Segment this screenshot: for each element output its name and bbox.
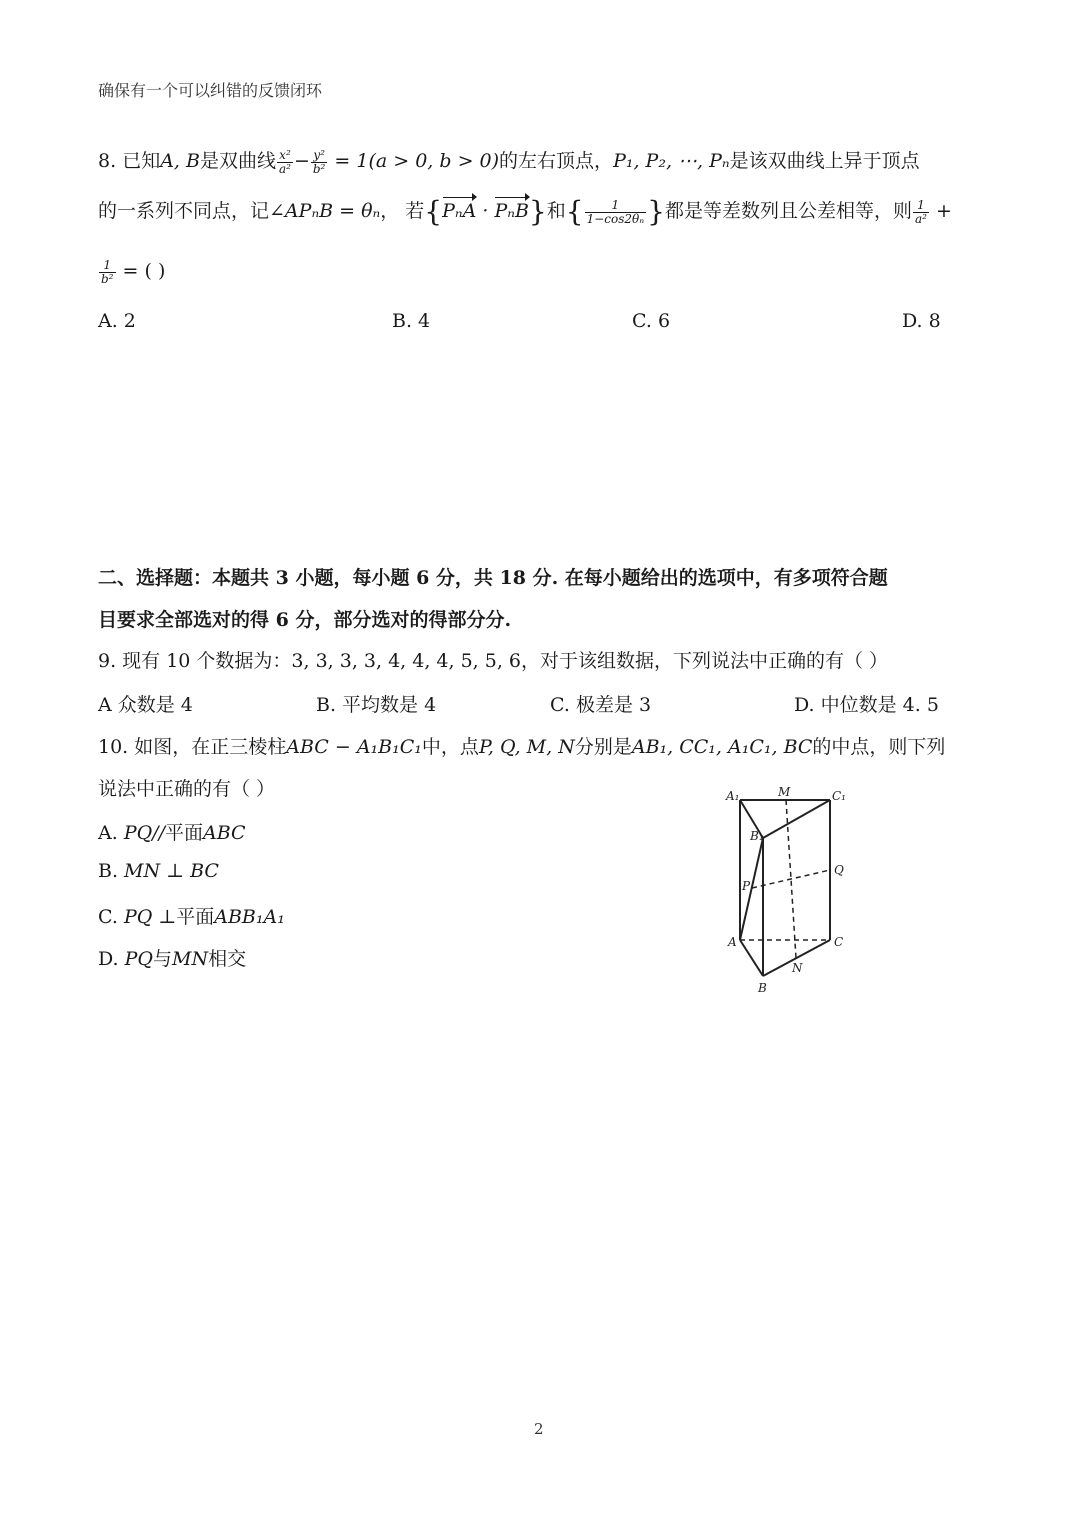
page-number: 2: [534, 1420, 544, 1438]
q8-text: ， 若: [380, 200, 425, 222]
q10-math: P, Q, M, N: [478, 736, 575, 758]
fraction-y2-b2: [311, 149, 328, 176]
fraction-1-a2: [913, 199, 929, 226]
right-brace: }: [647, 195, 665, 228]
q8-option-b: B. 4: [392, 310, 431, 332]
option-text: 平面: [164, 822, 203, 844]
right-brace: }: [528, 195, 547, 228]
question-10-line-1: [98, 732, 945, 762]
q8-math: P₁, P₂, ⋯, Pₙ: [613, 150, 730, 172]
q8-text: 和: [546, 200, 566, 222]
section-2-heading-line-2: 目要求全部选对的得 6 分，部分选对的得部分分.: [98, 609, 512, 631]
option-math: PQ ⊥: [123, 906, 177, 928]
vector-pn-b: PₙB: [494, 196, 528, 226]
label-c: C: [834, 935, 844, 949]
label-q: Q: [834, 863, 844, 877]
triangular-prism-figure: [718, 778, 876, 1006]
label-b: B: [758, 981, 767, 995]
q9-option-a: A 众数是 4: [98, 694, 193, 716]
q8-text: 的左右顶点，: [499, 150, 614, 172]
answer-blank: = ( ): [116, 260, 166, 282]
denominator: 1−cos2θₙ: [586, 211, 645, 226]
option-label: C.: [98, 906, 124, 928]
q8-math: = 1(a > 0, b > 0): [328, 150, 500, 172]
question-9: 9. 现有 10 个数据为：3, 3, 3, 3, 4, 4, 4, 5, 5, 6，对于该组数据，下列说法中正确的有（ ）: [98, 650, 889, 672]
label-b1: B₁: [750, 829, 764, 843]
option-label: A.: [98, 822, 124, 844]
numerator: 1: [913, 199, 929, 213]
q10-option-b: [98, 860, 219, 882]
left-brace: {: [424, 195, 443, 228]
q9-option-d: D. 中位数是 4. 5: [794, 694, 939, 716]
option-math: MN: [172, 948, 209, 970]
q8-text: 是该双曲线上异于顶点: [729, 150, 920, 172]
edge-b1-c1: [763, 800, 830, 838]
q8-text: 是双曲线: [199, 150, 276, 172]
denominator: a²: [278, 161, 291, 176]
option-text: 相交: [208, 948, 247, 970]
question-number: 8.: [98, 150, 117, 172]
option-math: PQ: [124, 948, 154, 970]
label-a: A: [728, 935, 737, 949]
option-math: PQ//: [123, 822, 165, 844]
q10-math: AB₁, CC₁, A₁C₁, BC: [631, 736, 813, 758]
q10-option-c: [98, 902, 285, 929]
q10-text: 的中点，则下列: [812, 736, 946, 758]
q8-option-d: D. 8: [902, 310, 941, 332]
left-brace: {: [565, 195, 584, 228]
denominator: b²: [312, 161, 326, 176]
q8-text: 已知: [122, 150, 161, 172]
q8-option-c: C. 6: [632, 310, 671, 332]
numerator: 1: [99, 259, 116, 273]
label-n: N: [792, 961, 803, 975]
dot-operator: ·: [476, 200, 495, 222]
question-8-line-1: [98, 146, 920, 176]
q8-math: ∠APₙB = θₙ: [269, 200, 381, 222]
label-m: M: [778, 785, 791, 799]
label-c1: C₁: [832, 789, 846, 803]
section-2-heading-line-1: 二、选择题：本题共 3 小题，每小题 6 分，共 18 分. 在每小题给出的选项中，有多项符合题: [98, 567, 888, 589]
option-text: 平面: [176, 906, 215, 928]
page-header: 确保有一个可以纠错的反馈闭环: [98, 81, 323, 100]
q9-option-c: C. 极差是 3: [550, 694, 652, 716]
fraction-1-b2: [99, 259, 116, 286]
q10-math: ABC − A₁B₁C₁: [286, 736, 422, 758]
label-a1: A₁: [726, 789, 740, 803]
numerator: x²: [277, 149, 293, 163]
vector-pn-a: PₙA: [442, 196, 476, 226]
label-p: P: [742, 879, 751, 893]
fraction-x2-a2: [277, 149, 293, 176]
q10-text: 分别是: [574, 736, 632, 758]
question-8-line-2: [98, 196, 952, 227]
q8-text: 的一系列不同点，记: [98, 200, 270, 222]
edge-a-b: [740, 940, 763, 976]
option-text: 与: [153, 948, 173, 970]
q10-option-d: [98, 944, 246, 971]
option-math: ABB₁A₁: [214, 906, 285, 928]
q10-text: 10. 如图，在正三棱柱: [98, 736, 287, 758]
q8-text: 都是等差数列且公差相等，则: [664, 200, 912, 222]
q9-option-b: B. 平均数是 4: [316, 694, 437, 716]
option-label: D.: [98, 948, 125, 970]
numerator: y²: [311, 149, 328, 163]
q10-option-a: [98, 818, 246, 845]
denominator: a²: [914, 211, 927, 226]
numerator: 1: [585, 199, 647, 213]
minus-sign: −: [293, 150, 310, 172]
q10-text: 中，点: [421, 736, 479, 758]
denominator: b²: [101, 271, 114, 286]
option-math: MN ⊥ BC: [124, 860, 219, 882]
option-math: ABC: [203, 822, 246, 844]
fraction-cos: [585, 199, 647, 226]
question-10-line-2: 说法中正确的有（ ）: [98, 778, 276, 800]
option-label: B.: [98, 860, 125, 882]
plus-sign: +: [929, 200, 952, 222]
q8-math: A, B: [160, 150, 200, 172]
q8-option-a: A. 2: [98, 310, 136, 332]
question-8-line-3: [98, 256, 165, 286]
